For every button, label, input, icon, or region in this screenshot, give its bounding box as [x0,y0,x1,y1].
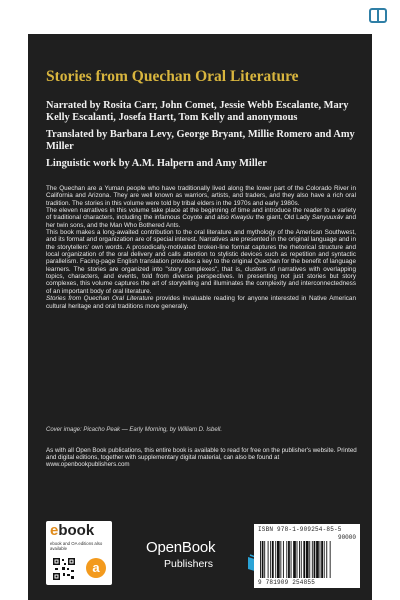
open-access-note: As with all Open Book publications, this entire book is available to read for free on the publisher's website. Printed and digital editions, together with supplementary digital material, can also be found at www.openbookpublishers.com [46,447,357,469]
description-paragraph-2 [46,207,356,229]
description-book-title: Stories from Quechan Oral Literature [46,295,154,303]
ebook-logo-e: e [50,522,59,539]
price-code: 90000 [337,534,356,541]
description-text: The eleven narratives in this volume take place at the beginning of time and introduce the reader to a variety of traditional characters, including the infamous Coyote and also [46,207,356,222]
publisher-name: OpenBook [146,539,216,556]
description-paragraph-1: The Quechan are a Yuman people who have traditionally lived along the lower part of the Colorado River in California and Arizona. They are well known as warriors, artists, and traders, and they also have a rich oral tradition. The stories in this volume were told by tribal elders in the 1970s and early 1980s. [46,185,356,207]
publisher-logo [146,539,242,579]
reader-mode-icon[interactable] [368,6,388,26]
ebook-badge [46,521,112,585]
cover-image-credit: Cover image: Picacho Peak — Early Morning, by William D. Isbell. [46,427,223,433]
description-text: provides invaluable reading for anyone interested in Native American cultural heritage and oral traditions more generally. [46,295,356,310]
barcode-digits: 9 781909 254855 [258,579,316,586]
description-name: Sanyuuxáv [311,214,344,222]
description-text: and her twin sons, and the Man Who Bothered Ants. [46,214,356,229]
barcode-label [254,524,360,588]
ebook-subtext: ebook and OA editions also available [50,541,103,551]
credits [46,100,362,176]
coin-icon: a [86,558,106,578]
book-description [46,185,356,310]
translated-by: Translated by Barbara Levy, George Bryant, Millie Romero and Amy Miller [46,129,355,152]
ebook-logo-text: book [58,522,95,539]
linguistic-work: Linguistic work by A.M. Halpern and Amy Miller [46,158,267,169]
ebook-logo [50,522,94,539]
barcode-icon [260,541,354,578]
description-text: the giant, Old Lady [253,214,312,222]
publisher-subtitle: Publishers [164,558,214,570]
book-title: Stories from Quechan Oral Literature [46,68,299,85]
book-back-cover [28,34,372,600]
description-paragraph-4 [46,295,356,310]
qr-code-icon [52,557,76,581]
description-name: Kwayúu [230,214,254,222]
top-bar [0,0,400,34]
description-paragraph-3: This book makes a long-awaited contribution to the oral literature and mythology of the American Southwest, and its format and organization are of special interest. Narratives are presented in the original language and in the storytellers' own words. A prosodically-motivated broken-line format captures the rhetorical structure and local organization of the oral delivery and calls attention to stylistic devices such as repetition and syntactic parallelism. Facing-page English translation provides a key to the original Quechan for the benefit of language learners. The stories are organized into "story complexes", that is, clusters of narratives with overlapping topics, characters, and events, told from diverse perspectives. In presenting not just stories but story complexes, this volume captures the art of storytelling and illuminates the complexity and interconnectedness of an important body of oral literature. [46,229,356,295]
narrated-by: Narrated by Rosita Carr, John Comet, Jessie Webb Escalante, Mary Kelly Escalanti, Josefa Hartt, Tom Kelly and anonymous [46,100,349,123]
isbn-text: ISBN 978-1-909254-85-5 [258,526,342,533]
